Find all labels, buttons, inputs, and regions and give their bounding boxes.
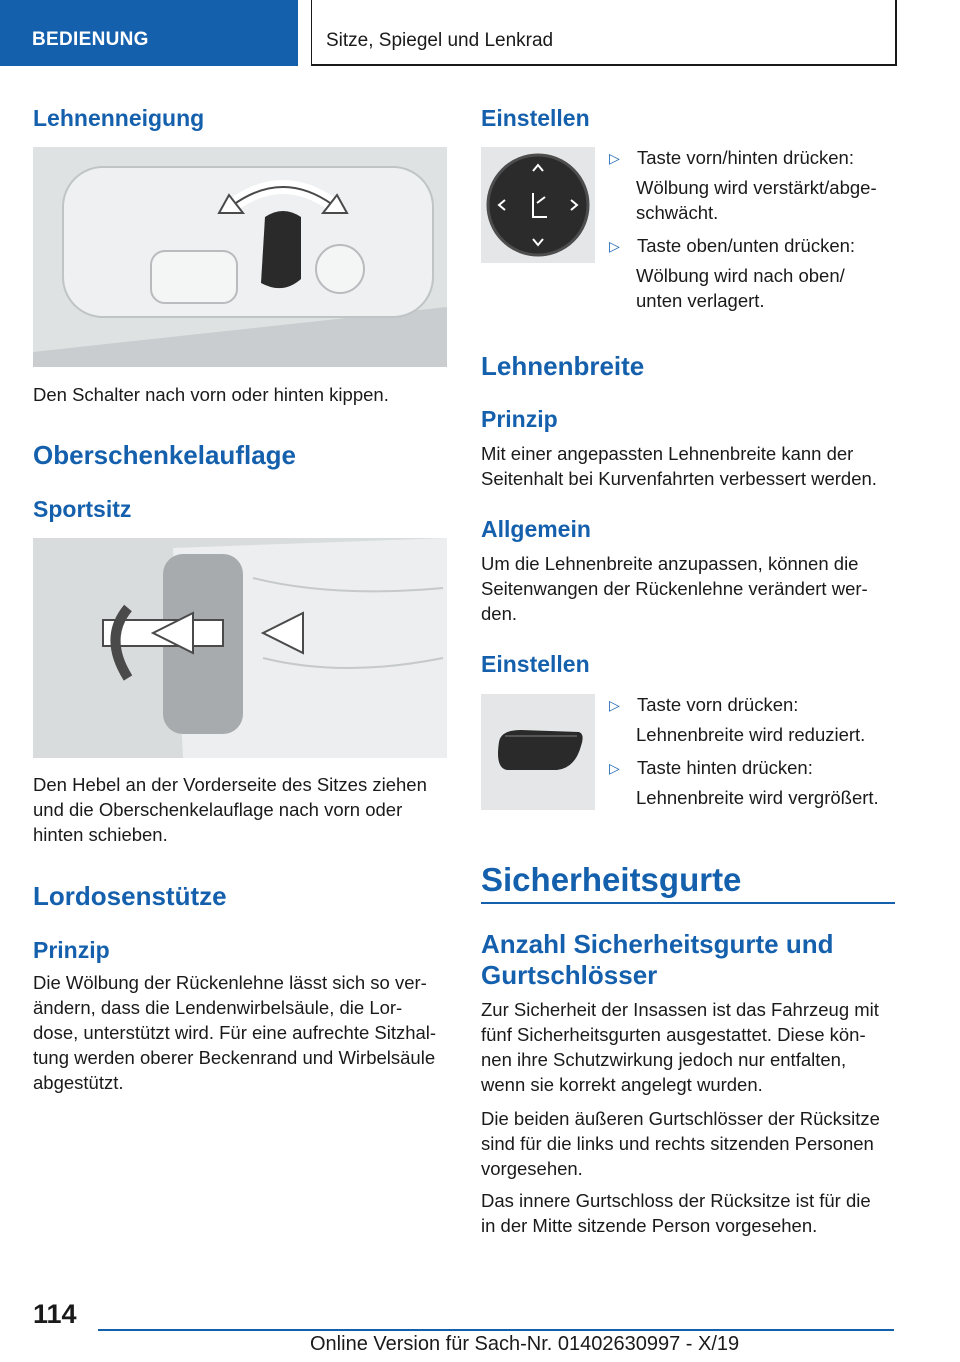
allgemein-text-1: Um die Lehnenbreite anzupassen, können die [481, 553, 859, 574]
gurte-p2-3: vorgesehen. [481, 1158, 583, 1179]
heading-lehnenbreite: Lehnenbreite [481, 351, 645, 381]
lordose-text-4: tung werden oberer Beckenrand und Wirbelsäule [33, 1047, 436, 1068]
heading-lehnenneigung: Lehnenneigung [33, 105, 205, 131]
gurte-p2-1: Die beiden äußeren Gurtschlösser der Rücksitze [481, 1108, 880, 1129]
heading-anzahl-2: Gurtschlösser [481, 960, 658, 990]
item-detail: Wölbung wird verstärkt/abge‐ [636, 177, 877, 198]
lordose-text-5: abgestützt. [33, 1072, 124, 1093]
caption-oberschenkel-2: und die Oberschenkelauflage nach vorn oder [33, 799, 403, 820]
footer-divider [98, 1329, 894, 1331]
figure-thigh-support [33, 538, 447, 758]
item-detail: Lehnenbreite wird vergrößert. [636, 787, 879, 808]
lumbar-control-illustration [481, 147, 595, 263]
lordose-text-2: ändern, dass die Lendenwirbelsäule, die Lor‐ [33, 997, 403, 1018]
lehnenbreite-prinzip-2: Seitenhalt bei Kurvenfahrten verbessert werden. [481, 468, 877, 489]
item-detail: unten verlagert. [636, 290, 765, 311]
thigh-support-illustration [33, 538, 447, 758]
item-detail: schwächt. [636, 202, 719, 223]
heading-lordosenstuetze: Lordosenstütze [33, 881, 227, 911]
caption-lehnenneigung: Den Schalter nach vorn oder hinten kippen. [33, 384, 389, 405]
heading-prinzip-lordose: Prinzip [33, 937, 110, 963]
heading-einstellen-2: Einstellen [481, 651, 590, 677]
gurte-p1-1: Zur Sicherheit der Insassen ist das Fahrzeug mit [481, 999, 879, 1020]
figure-backrest-switch [33, 147, 447, 367]
figure-width-button [481, 694, 595, 810]
gurte-p1-3: nen ihre Schutzwirkung jedoch nur entfalten, [481, 1049, 847, 1070]
caption-oberschenkel-3: hinten schieben. [33, 824, 168, 845]
chapter-tab [311, 0, 897, 66]
chapter-label: Sitze, Spiegel und Lenkrad [326, 30, 554, 51]
gurte-p3-1: Das innere Gurtschloss der Rücksitze ist für die [481, 1190, 871, 1211]
heading-sportsitz: Sportsitz [33, 496, 132, 522]
allgemein-text-3: den. [481, 603, 518, 624]
heading-anzahl-1: Anzahl Sicherheitsgurte und [481, 929, 834, 959]
lordose-text-1: Die Wölbung der Rückenlehne lässt sich so ver‐ [33, 972, 427, 993]
page-number: 114 [33, 1299, 77, 1329]
triangle-right-icon: ▷ [609, 760, 620, 776]
lordose-text-3: dose, unterstützt wird. Für eine aufrechte Sitzhal‐ [33, 1022, 437, 1043]
item-detail: Lehnenbreite wird reduziert. [636, 724, 866, 745]
section-divider [481, 902, 895, 904]
lehnenbreite-prinzip-1: Mit einer angepassten Lehnenbreite kann der [481, 443, 854, 464]
caption-oberschenkel-1: Den Hebel an der Vorderseite des Sitzes ziehen [33, 774, 427, 795]
heading-oberschenkelauflage: Oberschenkelauflage [33, 440, 296, 470]
width-button-illustration [481, 694, 595, 810]
triangle-right-icon: ▷ [609, 150, 620, 166]
section-tab [0, 0, 298, 66]
gurte-p2-2: sind für die links und rechts sitzenden Personen [481, 1133, 874, 1154]
gurte-p3-2: in der Mitte sitzende Person vorgesehen. [481, 1215, 818, 1236]
triangle-right-icon: ▷ [609, 238, 620, 254]
seat-switch-illustration [33, 147, 447, 367]
heading-einstellen-1: Einstellen [481, 105, 590, 131]
gurte-p1-4: wenn sie korrekt angelegt wurden. [481, 1074, 763, 1095]
triangle-right-icon: ▷ [609, 697, 620, 713]
gurte-p1-2: fünf Sicherheitsgurten ausgestattet. Diese kön‐ [481, 1024, 866, 1045]
figure-lumbar-control [481, 147, 595, 263]
heading-prinzip-lehnenbreite: Prinzip [481, 406, 558, 432]
heading-sicherheitsgurte: Sicherheitsgurte [481, 861, 742, 898]
footer-text: Online Version für Sach-Nr. 01402630997 - X/19 [310, 1333, 740, 1355]
section-label: BEDIENUNG [32, 29, 149, 50]
allgemein-text-2: Seitenwangen der Rückenlehne verändert wer‐ [481, 578, 868, 599]
heading-allgemein: Allgemein [481, 516, 591, 542]
item-detail: Wölbung wird nach oben/ [636, 265, 845, 286]
